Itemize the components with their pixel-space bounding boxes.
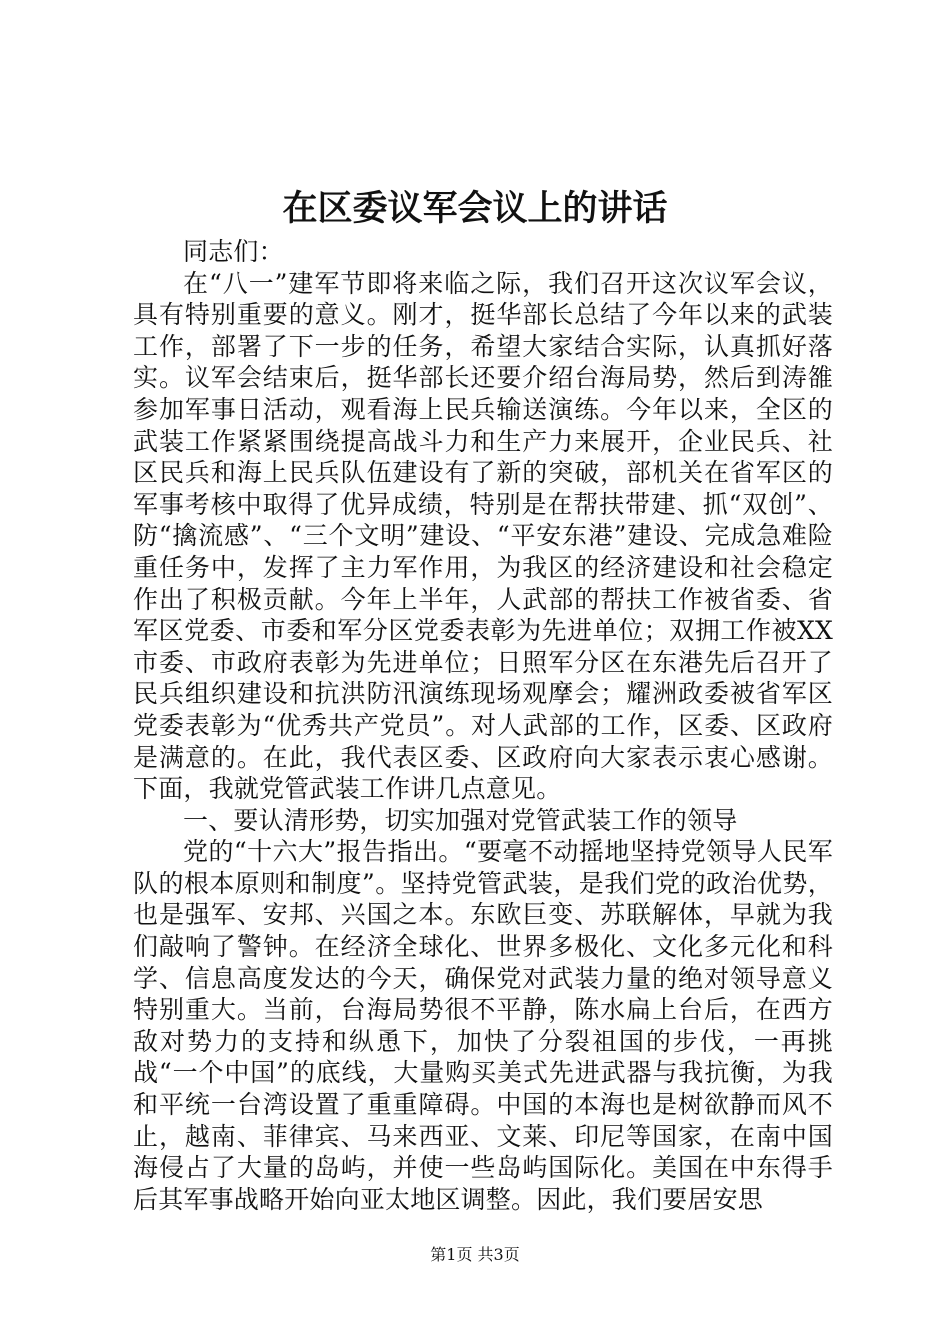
section-heading-1: 一、要认清形势，切实加强对党管武装工作的领导	[183, 805, 738, 835]
paragraph-section-1: 党的“十六大”报告指出。“要毫不动摇地坚持党领导人民军队的根本原则和制度”。坚持党管武装，是我们党的政治优势，也是强军、安邦、兴国之本。东欧巨变、苏联解体，早就为我们敲响了警钟。在经济全球化、世界多极化、文化多元化和科学、信息高度发达的今天，确保党对武装力量的绝对领导意义特别重大。当前，台海局势很不平静，陈水扁上台后，在西方敌对势力的支持和纵恿下，加快了分裂祖国的步伐，一再挑战“一个中国”的底线，大量购买美式先进武器与我抗衡，为我和平统一台湾设置了重重障碍。中国的本海也是树欲静而风不止，越南、菲律宾、马来西亚、文莱、印尼等国家，在南中国海侵占了大量的岛屿，并使一些岛屿国际化。美国在中东得手后其军事战略开始向亚太地区调整。因此，我们要居安思	[133, 837, 833, 1214]
salutation: 同志们：	[183, 237, 284, 266]
page-title: 在区委议军会议上的讲话	[282, 188, 668, 229]
paragraph-intro: 在“八一”建军节即将来临之际，我们召开这次议军会议，具有特别重要的意义。刚才，挺华部长总结了今年以来的武装工作，部署了下一步的任务，希望大家结合实际，认真抓好落实。议军会结束后，挺华部长还要介绍台海局势，然后到涛雒参加军事日活动，观看海上民兵输送演练。今年以来，全区的武装工作紧紧围绕提高战斗力和生产力来展开，企业民兵、社区民兵和海上民兵队伍建设有了新的突破，部机关在省军区的军事考核中取得了优异成绩，特别是在帮扶带建、抓“双创”、防“擒流感”、“三个文明”建设、“平安东港”建设、完成急难险重任务中，发挥了主力军作用，为我区的经济建设和社会稳定作出了积极贡献。今年上半年，人武部的帮扶工作被省委、省军区党委、市委和军分区党委表彰为先进单位；双拥工作被XX市委、市政府表彰为先进单位；日照军分区在东港先后召开了民兵组织建设和抗洪防汛演练现场观摩会；耀洲政委被省军区党委表彰为“优秀共产党员”。对人武部的工作，区委、区政府是满意的。在此，我代表区委、区政府向大家表示衷心感谢。下面，我就党管武装工作讲几点意见。	[133, 268, 833, 804]
page-number-footer: 第1页 共3页	[430, 1245, 520, 1264]
document-body	[133, 236, 833, 1215]
